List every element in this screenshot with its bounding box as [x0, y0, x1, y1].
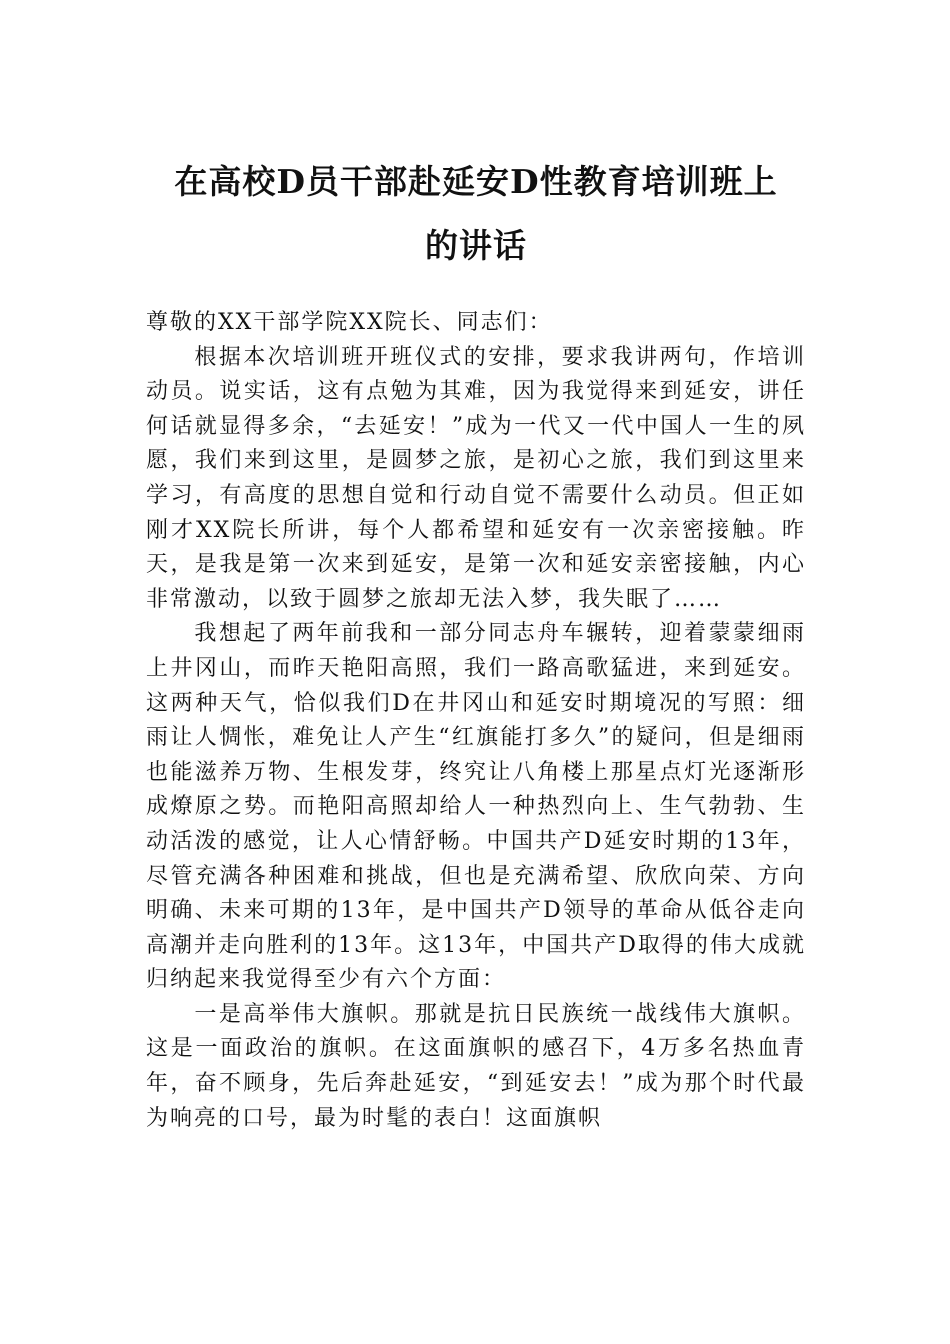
salutation: 尊敬的XX干部学院XX院长、同志们： — [146, 310, 553, 335]
title-line-1: 在高校D员干部赴延安D性教育培训班上 — [174, 162, 778, 201]
title-line-2: 的讲话 — [425, 226, 527, 265]
paragraph-3: 一是高举伟大旗帜。那就是抗日民族统一战线伟大旗帜。这是一面政治的旗帜。在这面旗帜的感召下，4万多名热血青年，奋不顾身，先后奔赴延安，“到延安去！”成为那个时代最为响亮的口号，最为时髦的表白！这面旗帜 — [146, 1001, 806, 1131]
paragraph-1: 根据本次培训班开班仪式的安排，要求我讲两句，作培训动员。说实话，这有点勉为其难，因为我觉得来到延安，讲任何话就显得多余，“去延安！”成为一代又一代中国人一生的夙愿，我们来到这里，是圆梦之旅，是初心之旅，我们到这里来学习，有高度的思想自觉和行动自觉不需要什么动员。但正如刚才XX院长所讲，每个人都希望和延安有一次亲密接触。昨天，是我是第一次来到延安，是第一次和延安亲密接触，内心非常激动，以致于圆梦之旅却无法入梦，我失眠了…… — [146, 344, 806, 612]
document-page — [146, 150, 806, 1136]
document-body — [146, 306, 806, 1136]
paragraph-2: 我想起了两年前我和一部分同志舟车辗转，迎着蒙蒙细雨上井冈山，而昨天艳阳高照，我们一路高歌猛进，来到延安。这两种天气，恰似我们D在井冈山和延安时期境况的写照：细雨让人惆怅，难免让人产生“红旗能打多久”的疑问，但是细雨也能滋养万物、生根发芽，终究让八角楼上那星点灯光逐渐形成燎原之势。而艳阳高照却给人一种热烈向上、生气勃勃、生动活泼的感觉，让人心情舒畅。中国共产D延安时期的13年，尽管充满各种困难和挑战，但也是充满希望、欣欣向荣、方向明确、未来可期的13年，是中国共产D领导的革命从低谷走向高潮并走向胜利的13年。这13年，中国共产D取得的伟大成就归纳起来我觉得至少有六个方面： — [146, 621, 806, 993]
document-title — [146, 150, 806, 278]
